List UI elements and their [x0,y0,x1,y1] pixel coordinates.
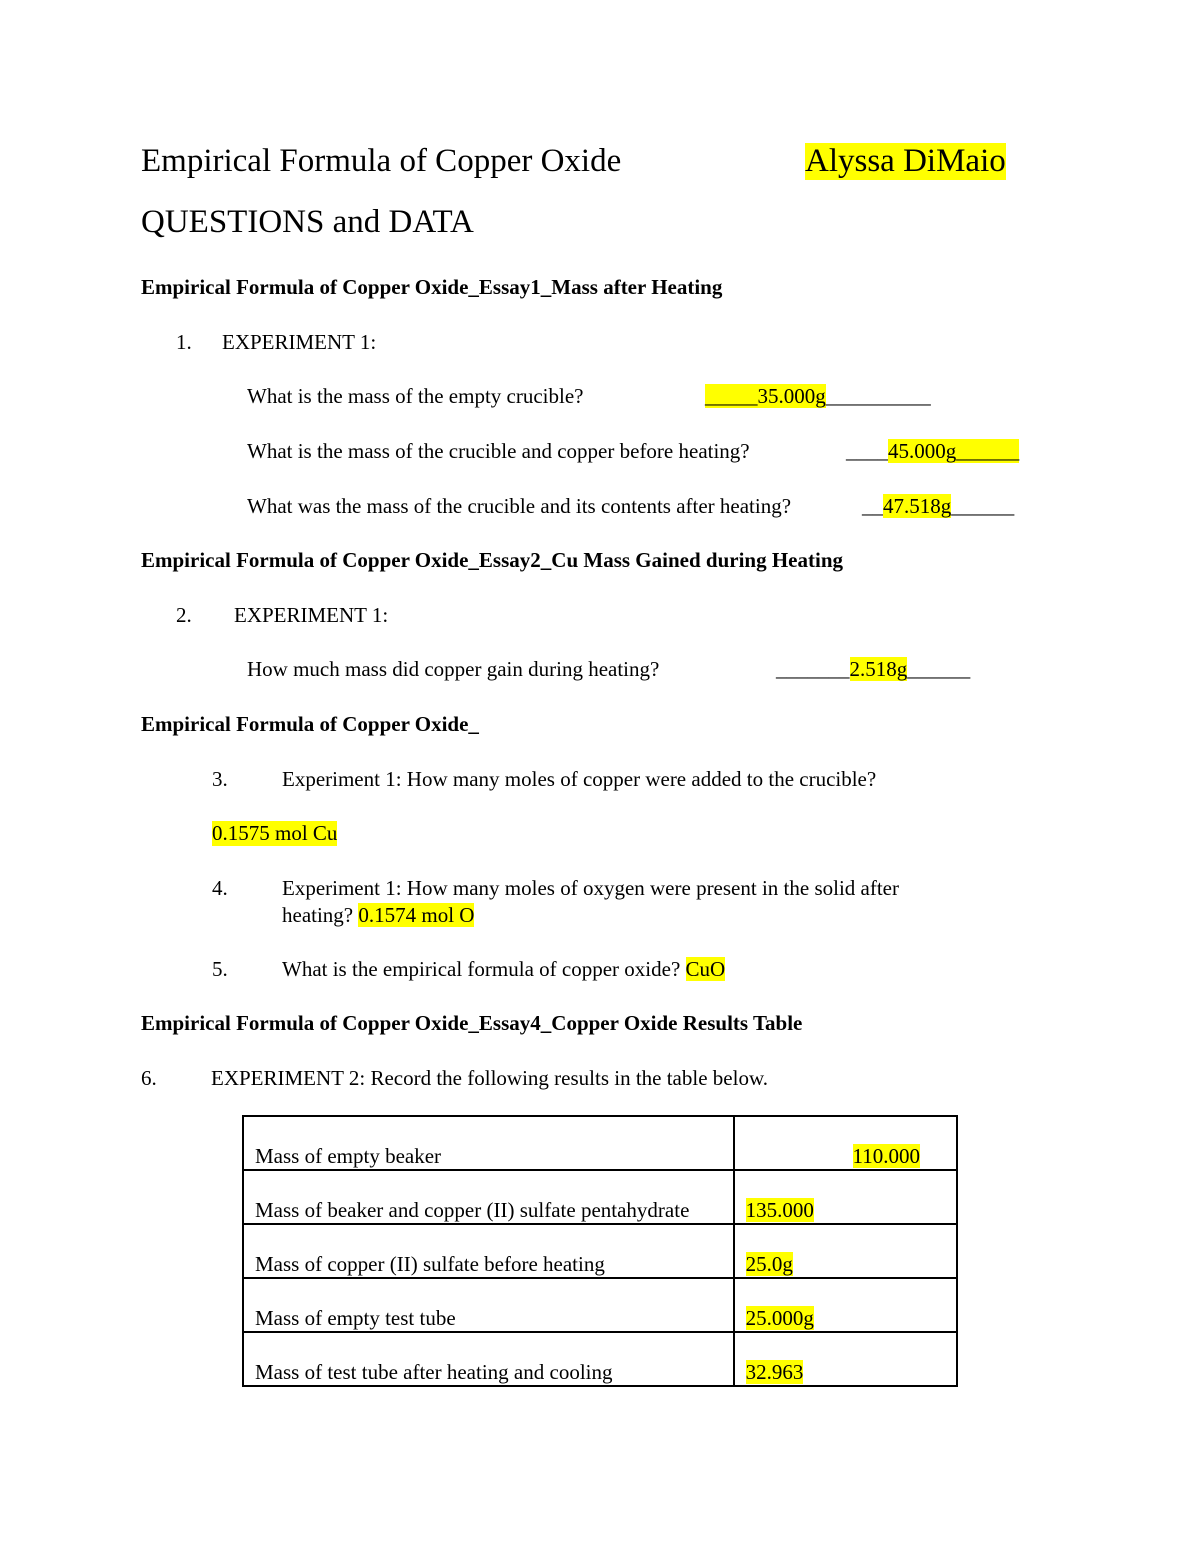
item-number-4: 4. [212,876,228,900]
answer-empirical-formula: CuO [685,957,726,981]
row-value: 32.963 [734,1332,957,1386]
table-row [243,1170,957,1224]
section-heading-essay2: Empirical Formula of Copper Oxide_Essay2_Cu Mass Gained during Heating [141,548,843,572]
table-row [243,1116,957,1170]
results-table [242,1115,958,1387]
row-value: 25.0g [734,1224,957,1278]
question-crucible-after-heating: What was the mass of the crucible and its contents after heating? [247,494,792,518]
experiment-2-instruction: EXPERIMENT 2: Record the following results in the table below. [211,1066,768,1090]
section-heading-essay4: Empirical Formula of Copper Oxide_Essay4_Copper Oxide Results Table [141,1011,803,1035]
section-heading-essay1: Empirical Formula of Copper Oxide_Essay1_Mass after Heating [141,275,723,299]
row-label: Mass of beaker and copper (II) sulfate pentahydrate [243,1170,734,1224]
row-value: 25.000g [734,1278,957,1332]
question-moles-oxygen-line1: Experiment 1: How many moles of oxygen were present in the solid after [282,876,899,900]
question-moles-copper: Experiment 1: How many moles of copper were added to the crucible? [282,767,877,791]
item-number-5: 5. [212,957,228,981]
item-number-1: 1. [176,330,192,354]
row-value: 135.000 [734,1170,957,1224]
item-number-6: 6. [141,1066,157,1090]
section-heading-essay3: Empirical Formula of Copper Oxide_ [141,712,479,736]
author-name: Alyssa DiMaio [805,143,1006,179]
question-mass-gained: How much mass did copper gain during heating? [247,657,660,681]
answer-crucible-copper-before: ____45.000g______ [846,439,1020,463]
answer-mass-gained: _______2.518g______ [776,657,971,681]
answer-moles-copper: 0.1575 mol Cu [212,821,338,845]
row-label: Mass of copper (II) sulfate before heating [243,1224,734,1278]
table-row [243,1278,957,1332]
item-number-3: 3. [212,767,228,791]
experiment-label-2: EXPERIMENT 1: [234,603,389,627]
row-label: Mass of empty beaker [243,1116,734,1170]
question-empty-crucible: What is the mass of the empty crucible? [247,384,584,408]
answer-moles-oxygen: 0.1574 mol O [358,903,475,927]
row-label: Mass of empty test tube [243,1278,734,1332]
row-label: Mass of test tube after heating and cooling [243,1332,734,1386]
table-row [243,1332,957,1386]
table-row [243,1224,957,1278]
row-value: 110.000 [734,1116,957,1170]
question-empirical-formula: What is the empirical formula of copper oxide? CuO [282,957,726,981]
item-number-2: 2. [176,603,192,627]
document-title: Empirical Formula of Copper Oxide [141,143,622,179]
answer-crucible-after-heating: __47.518g______ [862,494,1015,518]
document-subtitle: QUESTIONS and DATA [141,204,474,240]
answer-empty-crucible: _____35.000g__________ [705,384,931,408]
question-crucible-copper-before: What is the mass of the crucible and copper before heating? [247,439,750,463]
experiment-label-1: EXPERIMENT 1: [222,330,377,354]
question-moles-oxygen-line2: heating? 0.1574 mol O [282,903,475,927]
